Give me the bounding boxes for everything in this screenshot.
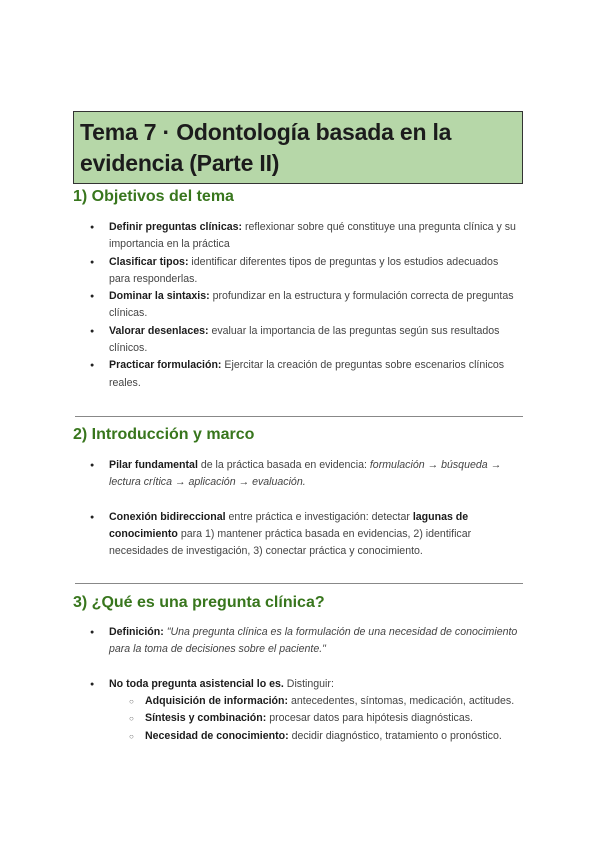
- section-heading-introduccion: 2) Introducción y marco: [73, 426, 255, 443]
- item-text: evaluar la importancia de las preguntas según sus resultados clínicos.: [109, 324, 500, 355]
- item-text: identificar diferentes tipos de preguntas y los estudios adecuados para responderlas.: [109, 255, 499, 285]
- sub-list-item: [0, 710, 525, 727]
- italic-text: formulación → búsqueda → lectura crítica → aplicación → evaluación.: [109, 459, 502, 489]
- bold-text: Adquisición de información:: [145, 695, 289, 708]
- bold-text: lagunas de conocimiento: [109, 510, 469, 541]
- italic-text: "Una pregunta clínica es la formulación de una necesidad de conocimiento para la toma de decisiones sobre el paciente.": [109, 626, 518, 656]
- item-text: antecedentes, síntomas, medicación, actitudes.: [288, 695, 515, 708]
- list-item: [0, 676, 519, 693]
- sub-list-item: [0, 728, 525, 745]
- bold-text: Dominar la sintaxis:: [109, 290, 210, 303]
- bold-text: Valorar desenlaces:: [109, 324, 209, 337]
- page-title: Tema 7 · Odontología basada en la evidencia (Parte II): [80, 119, 452, 176]
- bold-text: Conexión bidireccional: [109, 510, 226, 523]
- divider: [75, 583, 523, 584]
- item-text: reflexionar sobre qué constituye una pregunta clínica y su importancia en la práctica: [109, 221, 516, 251]
- section-heading-objetivos: 1) Objetivos del tema: [73, 188, 234, 205]
- list-item: [0, 357, 519, 392]
- section-list: [0, 219, 600, 392]
- item-text: entre práctica e investigación: detectar: [225, 510, 413, 523]
- item-text: Distinguir:: [283, 677, 334, 690]
- list-item: [0, 288, 519, 323]
- section-list: [0, 457, 600, 561]
- item-text: para 1) mantener práctica basada en evidencias, 2) identificar necesidades de investigación, 3) conectar práctica y conocimiento.: [109, 528, 472, 558]
- item-text: Ejercitar la creación de preguntas sobre escenarios clínicos reales.: [109, 359, 505, 389]
- bold-text: Necesidad de conocimiento:: [145, 729, 289, 742]
- bold-text: Pilar fundamental: [109, 459, 198, 471]
- bold-text: Síntesis y combinación:: [145, 712, 267, 725]
- title-box: [73, 111, 523, 184]
- item-text: procesar datos para hipótesis diagnósticas.: [266, 712, 473, 725]
- item-text: profundizar en la estructura y formulación correcta de preguntas clínicas.: [109, 290, 514, 320]
- list-item: [0, 509, 519, 561]
- bold-text: No toda pregunta asistencial lo es.: [109, 677, 284, 690]
- item-text: de la práctica basada en evidencia:: [197, 459, 370, 471]
- section-list: [0, 624, 600, 745]
- bold-text: Clasificar tipos:: [109, 255, 189, 268]
- list-item: [0, 254, 519, 289]
- section-heading-pregunta-clinica: 3) ¿Qué es una pregunta clínica?: [73, 594, 325, 611]
- divider: [75, 416, 523, 417]
- list-item: [0, 457, 519, 492]
- bold-text: Definir preguntas clínicas:: [109, 221, 243, 233]
- bold-text: Practicar formulación:: [109, 359, 222, 372]
- sub-list-item: [0, 693, 525, 710]
- list-item: [0, 624, 519, 659]
- bold-text: Definición:: [109, 626, 164, 638]
- list-item: [0, 219, 519, 254]
- item-text: decidir diagnóstico, tratamiento o pronóstico.: [288, 729, 502, 742]
- list-item: [0, 323, 519, 358]
